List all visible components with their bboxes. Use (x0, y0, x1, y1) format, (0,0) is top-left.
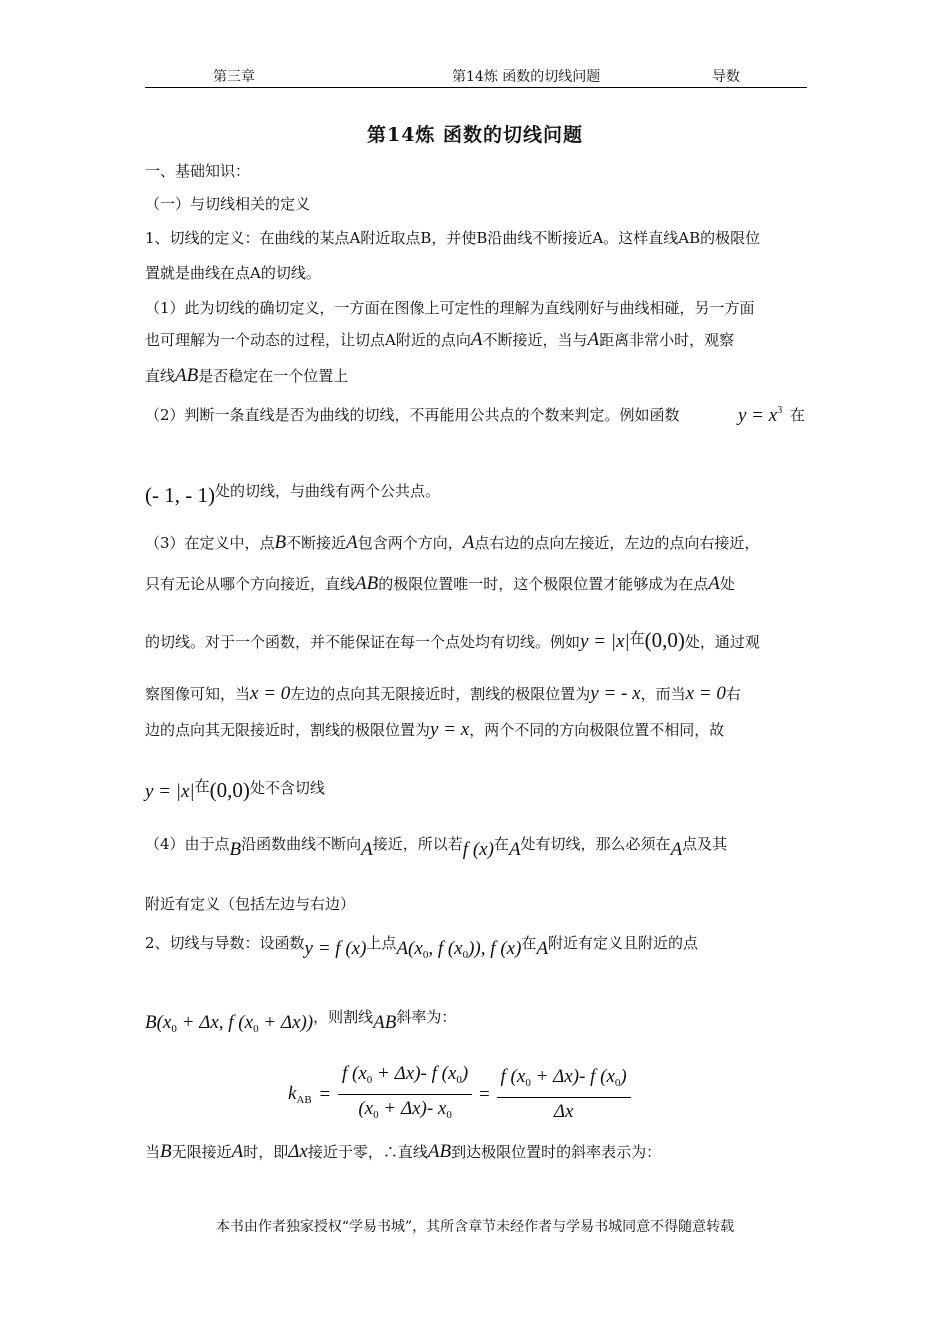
definition-1-line-1: 1、切线的定义：在曲线的某点A附近取点B，并使B沿曲线不断接近A。这样直线AB的极限位 (145, 229, 761, 247)
text: 在 (194, 777, 210, 795)
math-subscript: 0 (422, 949, 429, 961)
math-y-eq-absx: y = |x| (580, 631, 630, 652)
math-f-x: f (x) (462, 839, 494, 860)
math-A: A (346, 532, 358, 553)
definition-1-line-2: 置就是曲线在点A的切线。 (145, 264, 321, 282)
math-point-origin: (0,0) (644, 628, 685, 652)
math-part: f (x (500, 1066, 526, 1087)
text: 上点 (366, 934, 397, 952)
fraction-1-numerator (338, 1060, 472, 1095)
text: 附近有定义且附近的点 (548, 934, 699, 952)
text: 处 (719, 575, 735, 593)
paragraph-4-line-2: 附近有定义（包括左边与右边） (145, 895, 356, 913)
math-A: A (708, 573, 720, 594)
math-AB: AB (355, 573, 379, 594)
text: 处，通过观 (684, 633, 760, 651)
header-lesson: 第14炼 函数的切线问题 (452, 69, 601, 85)
final-line (145, 1141, 661, 1163)
math-y-eq-x: y = x (738, 405, 778, 426)
text: 包含两个方向， (357, 534, 463, 552)
math-point-B (145, 1012, 313, 1033)
paragraph-3-line-5 (145, 719, 724, 741)
text: （4）由于点 (145, 835, 230, 853)
text: 斜率为： (396, 1008, 457, 1026)
text: 时，即 (243, 1143, 289, 1161)
paragraph-1-line-1: （1）此为切线的确切定义，一方面在图像上可定性的理解为直线刚好与曲线相碰，另一方面 (145, 299, 755, 317)
text: ，而当 (640, 685, 686, 703)
text: 只有无论从哪个方向接近，直线 (145, 575, 356, 593)
paragraph-3-line-2 (145, 573, 735, 595)
paragraph-4-line-1 (145, 833, 727, 861)
math-part: B(x (145, 1012, 172, 1033)
text: （2）判断一条直线是否为曲线的切线，不再能用公共点的个数来判定。例如函数 (145, 406, 680, 424)
text: 在 (493, 835, 509, 853)
text-zai: 在 (790, 406, 806, 424)
math-B: B (274, 532, 287, 553)
copyright-footer: 本书由作者独家授权“学易书城”，其所含章节未经作者与学易书城同意不得随意转载 (215, 1219, 735, 1235)
paragraph-3-line-6 (145, 775, 325, 803)
text: 直线 (397, 1143, 428, 1161)
math-y-eq-minus-x: y = - x (590, 683, 641, 704)
text: 处有切线，那么必须在 (520, 835, 671, 853)
math-part: + Δx, f (x (176, 1012, 254, 1033)
math-part: , f (x (428, 938, 463, 959)
math-A: A (587, 329, 600, 350)
text: ，两个不同的方向极限位置不相同，故 (469, 721, 725, 739)
math-A: A (508, 839, 521, 860)
math-AB: AB (373, 1012, 397, 1033)
slope-formula (288, 1060, 631, 1129)
fraction-2-denominator: Δx (553, 1101, 574, 1122)
text: 察图像可知，当 (145, 685, 251, 703)
text: 处的切线，与曲线有两个公共点。 (214, 482, 440, 500)
math-exponent: 3 (777, 405, 783, 416)
definition-2-line-1 (145, 932, 698, 961)
text: 当 (145, 1143, 161, 1161)
text: 接近，所以若 (372, 835, 463, 853)
math-subscript: 0 (446, 1109, 452, 1121)
fraction-1-denominator (338, 1095, 472, 1129)
text: 不断接近 (286, 534, 347, 552)
sub-heading: （一）与切线相关的定义 (145, 195, 311, 213)
text: 边的点向其无限接近时，割线的极限位置为 (145, 721, 431, 739)
section-heading: 一、基础知识： (145, 162, 251, 180)
math-A: A (536, 938, 549, 959)
text: 直线 (145, 367, 176, 385)
math-subscript: AB (296, 1094, 312, 1106)
math-A: A (470, 329, 483, 350)
math-part: + Δx)- f (x (372, 1063, 457, 1084)
math-subscript: 0 (462, 949, 469, 961)
math-y-eq-f-x: y = f (x) (304, 938, 367, 959)
math-B: B (229, 839, 242, 860)
text: ，则割线 (313, 1008, 374, 1026)
math-A: A (231, 1141, 244, 1162)
text: 的切线。对于一个函数，并不能保证在每一个点处均有切线。例如 (145, 633, 581, 651)
math-subscript: 0 (253, 1023, 259, 1035)
text: 是否稳定在一个位置上 (198, 367, 349, 385)
fraction-1 (338, 1060, 472, 1129)
math-part: )), (468, 938, 486, 959)
math-part: + Δx)) (258, 1012, 314, 1033)
paragraph-3-line-4 (145, 683, 741, 705)
text: 距离非常小时，观察 (599, 331, 735, 349)
math-subscript: 0 (373, 1109, 379, 1121)
math-part: ) (461, 1063, 469, 1084)
math-B: B (160, 1141, 172, 1162)
math-part: k (288, 1083, 297, 1104)
paragraph-2-line-2 (145, 480, 440, 508)
math-part: f (x (342, 1063, 367, 1084)
page-title: 第14炼 函数的切线问题 (366, 124, 584, 146)
math-point-m1-m1: (- 1, - 1) (145, 483, 215, 507)
math-x-eq-0: x = 0 (685, 683, 726, 704)
paragraph-1-line-2 (145, 329, 734, 351)
math-part: A(x (396, 938, 423, 959)
math-point-origin: (0,0) (209, 778, 250, 802)
math-k-AB (288, 1083, 312, 1104)
header-rule (145, 87, 807, 88)
text: 左边的点向其无限接近时，割线的极限位置为 (290, 685, 591, 703)
text: 不断接近，当与 (482, 331, 588, 349)
text: （3）在定义中，点 (145, 534, 275, 552)
math-equals: = (319, 1083, 331, 1105)
math-part: + Δx)- x (378, 1098, 447, 1119)
header-chapter: 第三章 (213, 69, 255, 85)
math-y-eq-absx: y = |x| (145, 781, 195, 802)
math-equals: = (479, 1083, 490, 1105)
text: 点及其 (682, 835, 728, 853)
header-subject: 导数 (712, 69, 740, 85)
math-AB: AB (175, 365, 199, 386)
math-f-x: f (x) (490, 938, 522, 959)
text: 在 (629, 629, 645, 647)
text: 2、切线与导数：设函数 (145, 934, 305, 952)
definition-2-line-2 (145, 1006, 456, 1035)
text: 也可理解为一个动态的过程，让切点A附近的点向 (145, 331, 471, 349)
paragraph-2-line-1 (145, 404, 680, 425)
math-x-eq-0: x = 0 (250, 683, 291, 704)
math-y-eq-x: y = x (430, 719, 470, 740)
fraction-2-numerator (497, 1063, 631, 1098)
math-part: + Δx)- f (x (530, 1066, 615, 1087)
paragraph-1-line-3 (145, 365, 348, 387)
text: 接近于零， (307, 1143, 383, 1161)
math-delta-x: Δx (288, 1141, 308, 1162)
math-part: ) (620, 1066, 627, 1087)
math-subscript: 0 (171, 1023, 177, 1035)
text: 处不含切线 (249, 779, 325, 797)
text: 的极限位置唯一时，这个极限位置才能够成为在点 (378, 575, 709, 593)
math-subscript: 0 (456, 1074, 462, 1086)
math-subscript: 0 (366, 1074, 373, 1086)
text: 沿函数曲线不断向 (241, 835, 362, 853)
math-part: (x (358, 1098, 374, 1119)
math-subscript: 0 (525, 1077, 531, 1089)
text: 无限接近 (171, 1143, 232, 1161)
math-subscript: 0 (614, 1077, 621, 1089)
text: 点右边的点向左接近，左边的点向右接近， (474, 534, 760, 552)
formula-y-x-cubed (738, 405, 782, 427)
math-AB: AB (427, 1141, 452, 1162)
therefore-symbol: ∴ (382, 1143, 398, 1161)
math-A: A (361, 839, 373, 860)
math-A: A (462, 532, 475, 553)
text: 在 (521, 934, 537, 952)
paragraph-3-line-3 (145, 627, 760, 653)
text: 右 (725, 685, 741, 703)
fraction-2 (497, 1063, 631, 1126)
math-point-A (396, 938, 485, 959)
math-A: A (670, 839, 683, 860)
paragraph-3-line-1 (145, 532, 759, 554)
text: 到达极限位置时的斜率表示为： (451, 1143, 662, 1161)
